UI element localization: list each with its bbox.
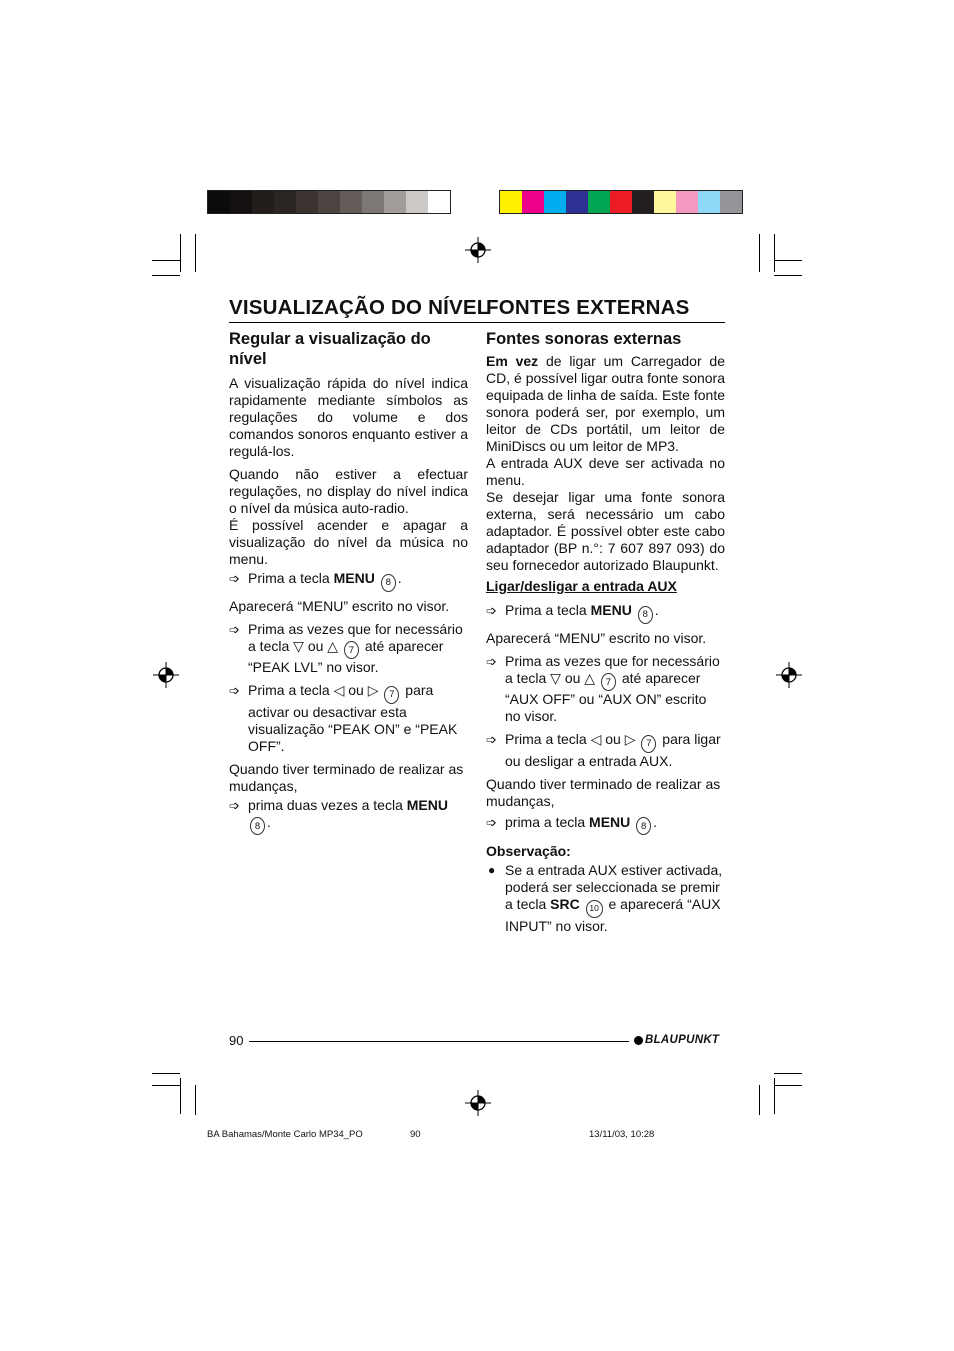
color-swatch	[676, 191, 698, 213]
paragraph: Quando tiver terminado de realizar as mudanças,	[486, 775, 721, 809]
color-swatch	[318, 191, 340, 213]
color-swatch	[384, 191, 406, 213]
menu-key-label: MENU	[589, 813, 631, 830]
color-swatch	[362, 191, 384, 213]
crop-mark	[774, 234, 775, 272]
arrow-icon: ➩	[229, 797, 240, 813]
left-column	[229, 329, 468, 841]
paragraph: Aparecerá “MENU” escrito no visor.	[486, 629, 707, 646]
right-column	[486, 329, 725, 941]
crop-mark	[152, 1073, 180, 1074]
paragraph: Quando não estiver a efectuar regulações, no display do nível indica o nível da música auto-radio.	[229, 466, 468, 516]
print-date: 13/11/03, 10:28	[589, 1129, 655, 1140]
color-calibration-bar	[499, 190, 743, 214]
registration-mark-icon	[153, 662, 179, 688]
paragraph: É possível acender e apagar a visualização do nível da música no menu.	[229, 517, 468, 567]
right-arrow-icon: ▷	[367, 682, 379, 698]
left-arrow-icon: ◁	[590, 731, 602, 747]
print-file-name: BA Bahamas/Monte Carlo MP34_PO	[207, 1129, 363, 1140]
menu-key-label: MENU	[590, 602, 632, 618]
arrow-icon: ➩	[486, 603, 497, 618]
key-number: 8	[638, 606, 653, 624]
key-number: 7	[384, 686, 399, 704]
note-item: ● Se a entrada AUX estiver activada, poderá ser seleccionada se premir a tecla SRC 10 e aparecerá “AUX INPUT” no visor.	[488, 862, 723, 934]
footer-rule	[249, 1041, 629, 1042]
key-number: 8	[636, 817, 651, 835]
color-swatch	[610, 191, 632, 213]
instruction-step: ➩ Prima as vezes que for necessário a tecla ▽ ou △ 7 até aparecer “AUX OFF” ou “AUX ON” escrito no visor.	[486, 652, 720, 724]
arrow-icon: ➩	[229, 621, 240, 637]
crop-mark	[774, 260, 802, 261]
down-arrow-icon: ▽	[550, 669, 561, 686]
color-swatch	[720, 191, 742, 213]
crop-mark	[774, 1078, 775, 1114]
crop-mark	[195, 234, 196, 272]
brand-logo	[634, 1034, 719, 1046]
color-swatch	[588, 191, 610, 213]
up-arrow-icon: △	[584, 669, 596, 686]
color-swatch	[274, 191, 296, 213]
up-arrow-icon: △	[327, 637, 339, 654]
print-page: 90	[410, 1129, 421, 1140]
grayscale-calibration-bar	[207, 190, 451, 214]
registration-mark-icon	[465, 237, 491, 263]
crop-mark	[152, 260, 180, 261]
crop-mark	[180, 1078, 181, 1114]
color-swatch	[544, 191, 566, 213]
arrow-icon: ➩	[486, 814, 497, 830]
instruction-step: ➩ Prima a tecla ◁ ou ▷ 7 para activar ou desactivar esta visualização “PEAK ON” e “PEAK OFF”.	[229, 682, 458, 754]
color-swatch	[632, 191, 654, 213]
registration-mark-icon	[776, 662, 802, 688]
instruction-step: ➩ prima duas vezes a tecla MENU 8 .	[229, 797, 468, 836]
arrow-icon: ➩	[486, 732, 497, 747]
note-title: Observação:	[486, 843, 571, 859]
subheading: Ligar/desligar a entrada AUX	[486, 578, 677, 594]
instruction-step: ➩ Prima a tecla MENU 8 .	[486, 602, 725, 624]
brand-name: BLAUPUNKT	[645, 1034, 720, 1046]
key-number: 7	[641, 735, 656, 753]
menu-key-label: MENU	[333, 570, 375, 586]
key-number: 8	[250, 817, 265, 835]
arrow-icon: ➩	[229, 571, 240, 586]
color-swatch	[566, 191, 588, 213]
crop-mark	[774, 1085, 802, 1086]
right-heading: Fontes sonoras externas	[486, 330, 682, 348]
left-arrow-icon: ◁	[333, 682, 345, 698]
color-swatch	[522, 191, 544, 213]
color-swatch	[428, 191, 450, 213]
paragraph: Se desejar ligar uma fonte sonora externa, será necessário um cabo adaptador. É possível obter este cabo adaptador (BP n.°: 7 607 897 093) do seu fornecedor autorizado Blaupunkt.	[486, 489, 725, 573]
registration-mark-icon	[465, 1090, 491, 1116]
instruction-step: ➩ Prima a tecla MENU 8 .	[229, 570, 468, 592]
src-key-label: SRC	[550, 896, 580, 912]
crop-mark	[759, 1085, 760, 1115]
right-section-title: FONTES EXTERNAS	[486, 296, 690, 319]
crop-mark	[152, 275, 180, 276]
paragraph: A visualização rápida do nível indica rapidamente mediante símbolos as regulações do volume e dos comandos sonoros enquanto estiver a regulá-los.	[229, 375, 468, 459]
left-section-title: VISUALIZAÇÃO DO NÍVEL	[229, 296, 490, 319]
crop-mark	[759, 234, 760, 272]
color-swatch	[500, 191, 522, 213]
key-number: 10	[586, 900, 603, 918]
color-swatch	[698, 191, 720, 213]
color-swatch	[296, 191, 318, 213]
color-swatch	[230, 191, 252, 213]
key-number: 8	[381, 574, 396, 592]
crop-mark	[152, 1085, 180, 1086]
color-swatch	[208, 191, 230, 213]
crop-mark	[180, 234, 181, 272]
paragraph: Quando tiver terminado de realizar as mudanças,	[229, 760, 464, 794]
paragraph: Aparecerá “MENU” escrito no visor.	[229, 597, 450, 614]
title-rule	[229, 322, 725, 323]
paragraph: A entrada AUX deve ser activada no menu.	[486, 455, 725, 488]
key-number: 7	[344, 641, 359, 659]
paragraph: Em vez de ligar um Carregador de CD, é possível ligar outra fonte sonora equipada de linha de saída. Este fonte sonora poderá ser, por exemplo, um leitor de CDs portátil, um leitor de MiniDiscs ou um leitor de MP3.	[486, 353, 725, 454]
crop-mark	[774, 275, 802, 276]
key-number: 7	[601, 673, 616, 691]
brand-dot-icon	[634, 1036, 643, 1045]
crop-mark	[195, 1085, 196, 1115]
crop-mark	[774, 1073, 802, 1074]
arrow-icon: ➩	[486, 653, 497, 669]
right-arrow-icon: ▷	[624, 731, 636, 747]
arrow-icon: ➩	[229, 683, 240, 698]
menu-key-label: MENU	[406, 796, 448, 813]
bullet-icon: ●	[488, 863, 496, 877]
color-swatch	[252, 191, 274, 213]
page-number: 90	[229, 1033, 244, 1048]
down-arrow-icon: ▽	[293, 637, 304, 654]
instruction-step: ➩ Prima as vezes que for necessário a tecla ▽ ou △ 7 até aparecer “PEAK LVL” no visor.	[229, 620, 463, 675]
color-swatch	[406, 191, 428, 213]
instruction-step: ➩ prima a tecla MENU 8 .	[486, 814, 725, 836]
left-heading: Regular a visualização do nível	[229, 330, 431, 368]
color-swatch	[654, 191, 676, 213]
instruction-step: ➩ Prima a tecla ◁ ou ▷ 7 para ligar ou desligar a entrada AUX.	[486, 731, 721, 769]
color-swatch	[340, 191, 362, 213]
